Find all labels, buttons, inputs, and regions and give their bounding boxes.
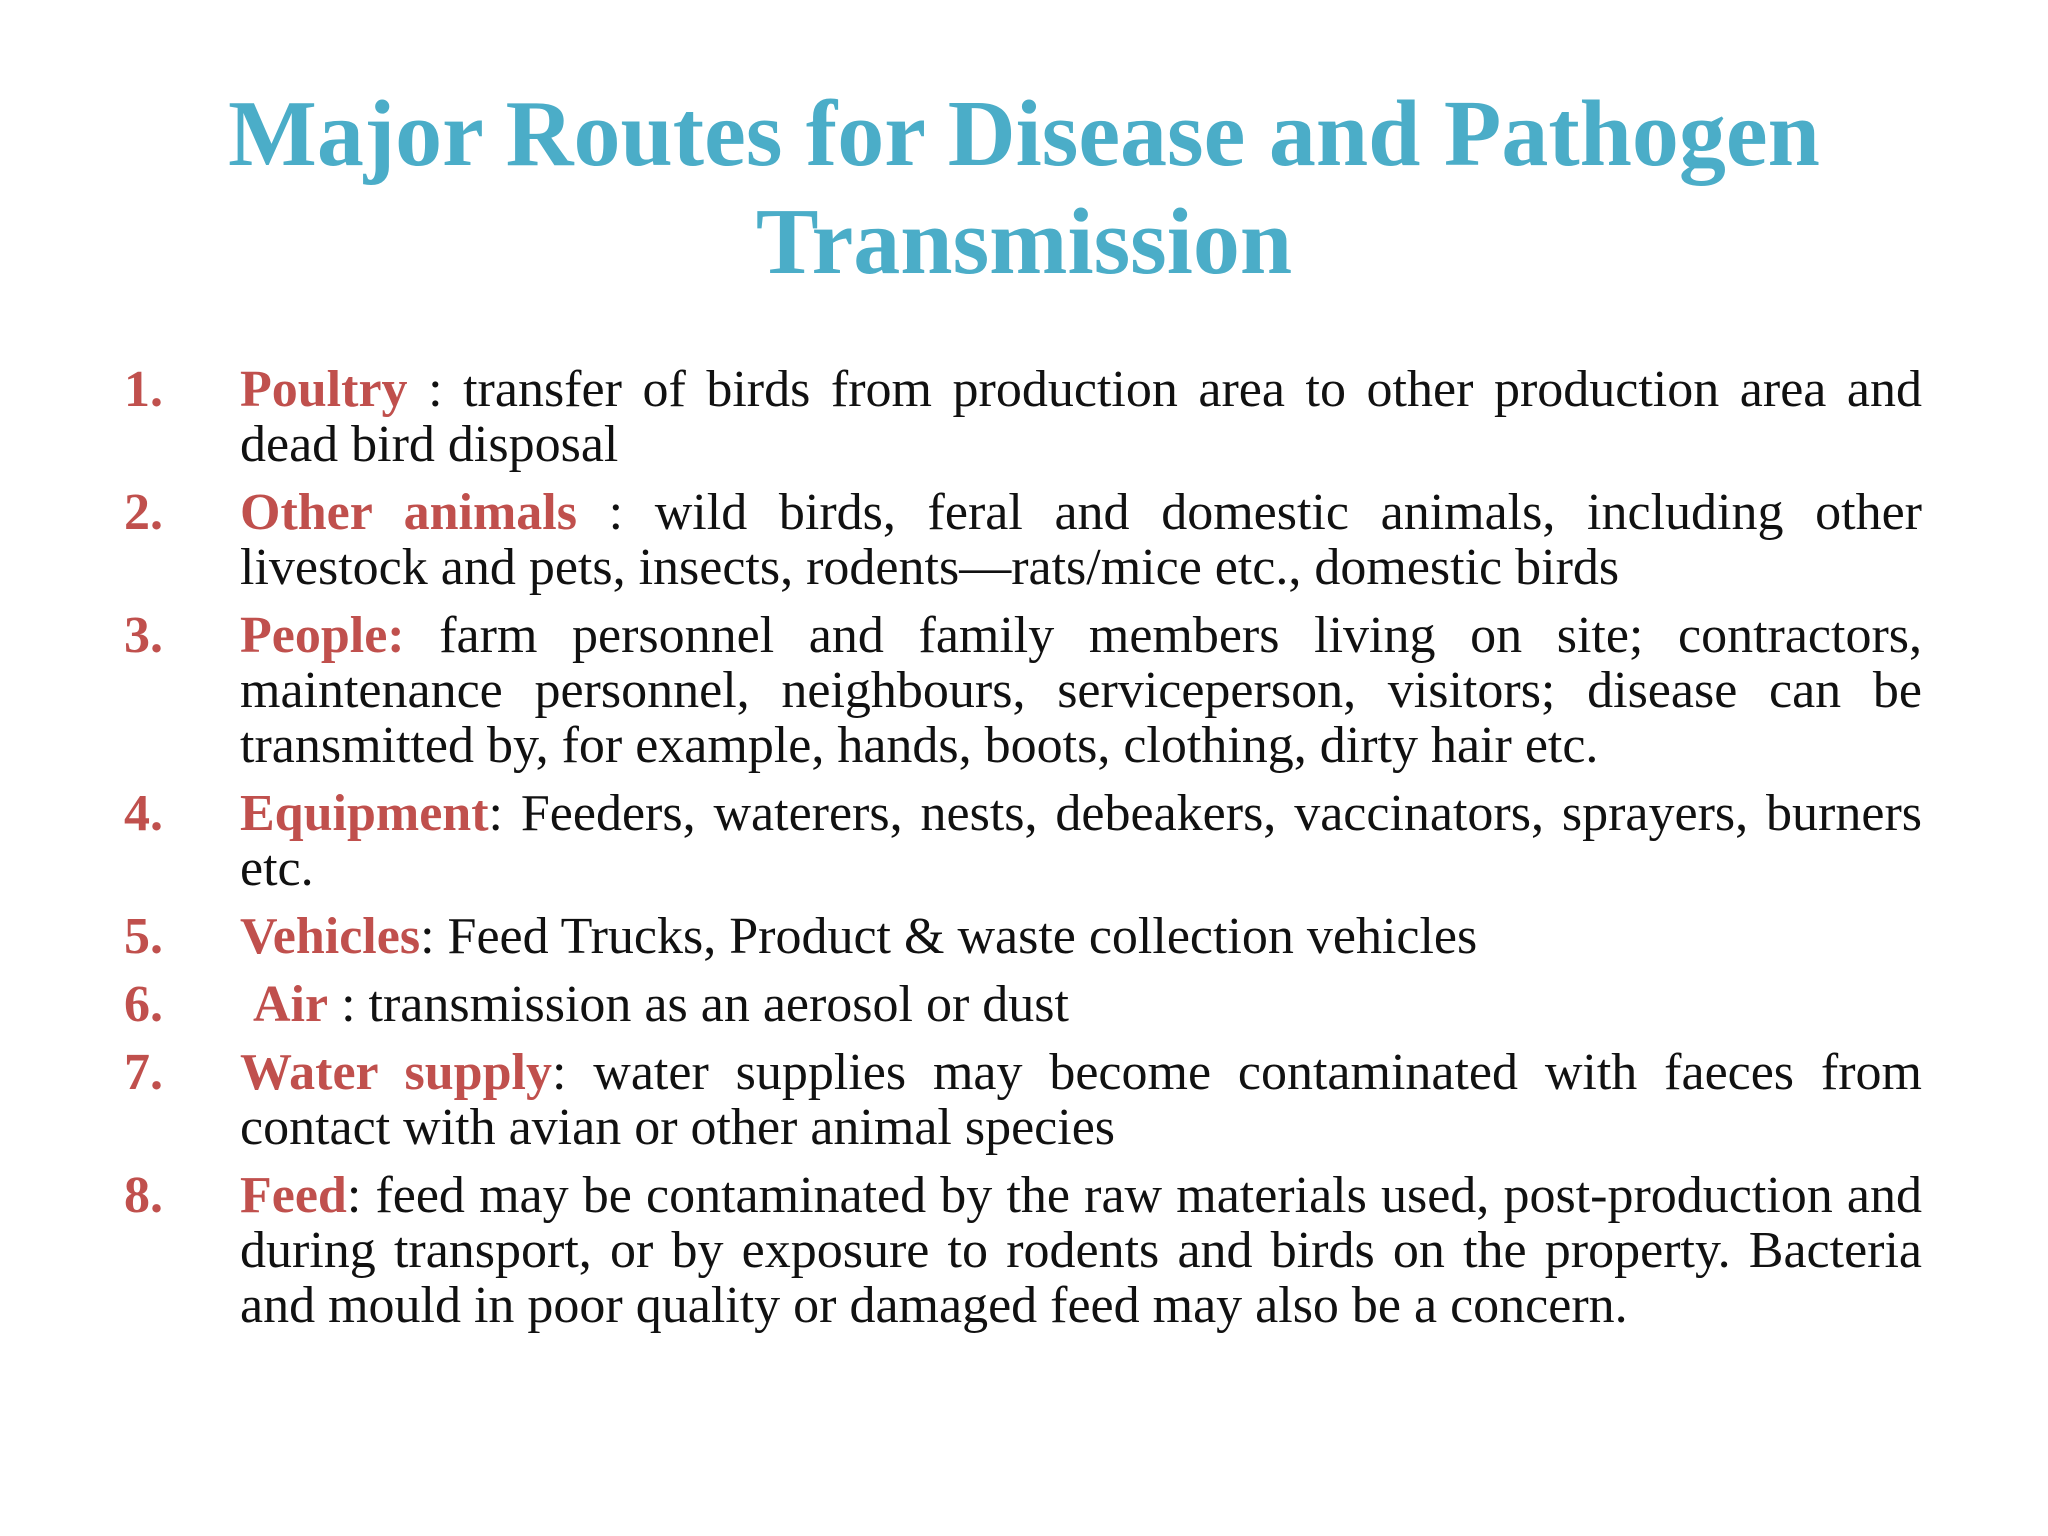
slide-title-line-1: Major Routes for Disease and Pathogen [228, 82, 1820, 186]
list-item-number: 3. [124, 607, 163, 664]
list-item-poultry [124, 362, 1924, 472]
list-item-number: 7. [124, 1044, 163, 1101]
list-item-term: Poultry [240, 361, 408, 418]
list-item-number: 4. [124, 785, 163, 842]
list-item-body [240, 786, 1922, 896]
list-item-term: Air [253, 976, 329, 1033]
list-item-number: 1. [124, 361, 163, 418]
list-item-number: 5. [124, 908, 163, 965]
list-item-equipment [124, 786, 1924, 896]
list-item-number: 2. [124, 484, 163, 541]
slide-title-line-2: Transmission [755, 190, 1293, 294]
list-item-body [240, 485, 1922, 595]
list-item-text: : water supplies may become contaminated with faeces from contact with avian or other animal species [240, 1044, 1922, 1156]
list-item-feed [124, 1168, 1924, 1333]
list-item-term: Feed [240, 1167, 347, 1224]
list-item-number: 8. [124, 1167, 163, 1224]
slide-title [0, 80, 2048, 296]
list-item-text: : Feeders, waterers, nests, debeakers, vaccinators, sprayers, burners etc. [240, 785, 1922, 897]
list-item-body [240, 362, 1922, 472]
list-item-term: Water supply [240, 1044, 552, 1101]
list-item-water-supply [124, 1045, 1924, 1155]
list-item-people [124, 608, 1924, 773]
list-item-other-animals [124, 485, 1924, 595]
list-item-text: farm personnel and family members living on site; contractors, maintenance personnel, neighbours, serviceperson, visitors; disease can be transmitted by, for example, hands, boots, clothing, dirty hair etc. [240, 607, 1922, 774]
list-item-air [124, 977, 1924, 1032]
list-item-text: : transmission as an aerosol or dust [328, 976, 1069, 1033]
list-item-text: : Feed Trucks, Product & waste collection vehicles [420, 908, 1478, 965]
list-item-body [240, 977, 1922, 1032]
list-item-text: : wild birds, feral and domestic animals, including other livestock and pets, insects, rodents—rats/mice etc., domestic birds [240, 484, 1922, 596]
transmission-routes-list [124, 362, 1924, 1346]
list-item-text: : feed may be contaminated by the raw materials used, post-production and during transport, or by exposure to rodents and birds on the property. Bacteria and mould in poor quality or damaged feed may also be a concern. [240, 1167, 1922, 1334]
list-item-vehicles [124, 909, 1924, 964]
list-item-body [240, 1168, 1922, 1333]
list-item-term: Equipment [240, 785, 489, 842]
list-item-body [240, 1045, 1922, 1155]
list-item-term: Other animals [240, 484, 577, 541]
list-item-term: People: [240, 607, 405, 664]
list-item-term: Vehicles [240, 908, 421, 965]
list-item-body [240, 909, 1922, 964]
list-item-body [240, 608, 1922, 773]
list-item-text: : transfer of birds from production area to other production area and dead bird disposal [240, 361, 1922, 473]
list-item-number: 6. [124, 976, 163, 1033]
